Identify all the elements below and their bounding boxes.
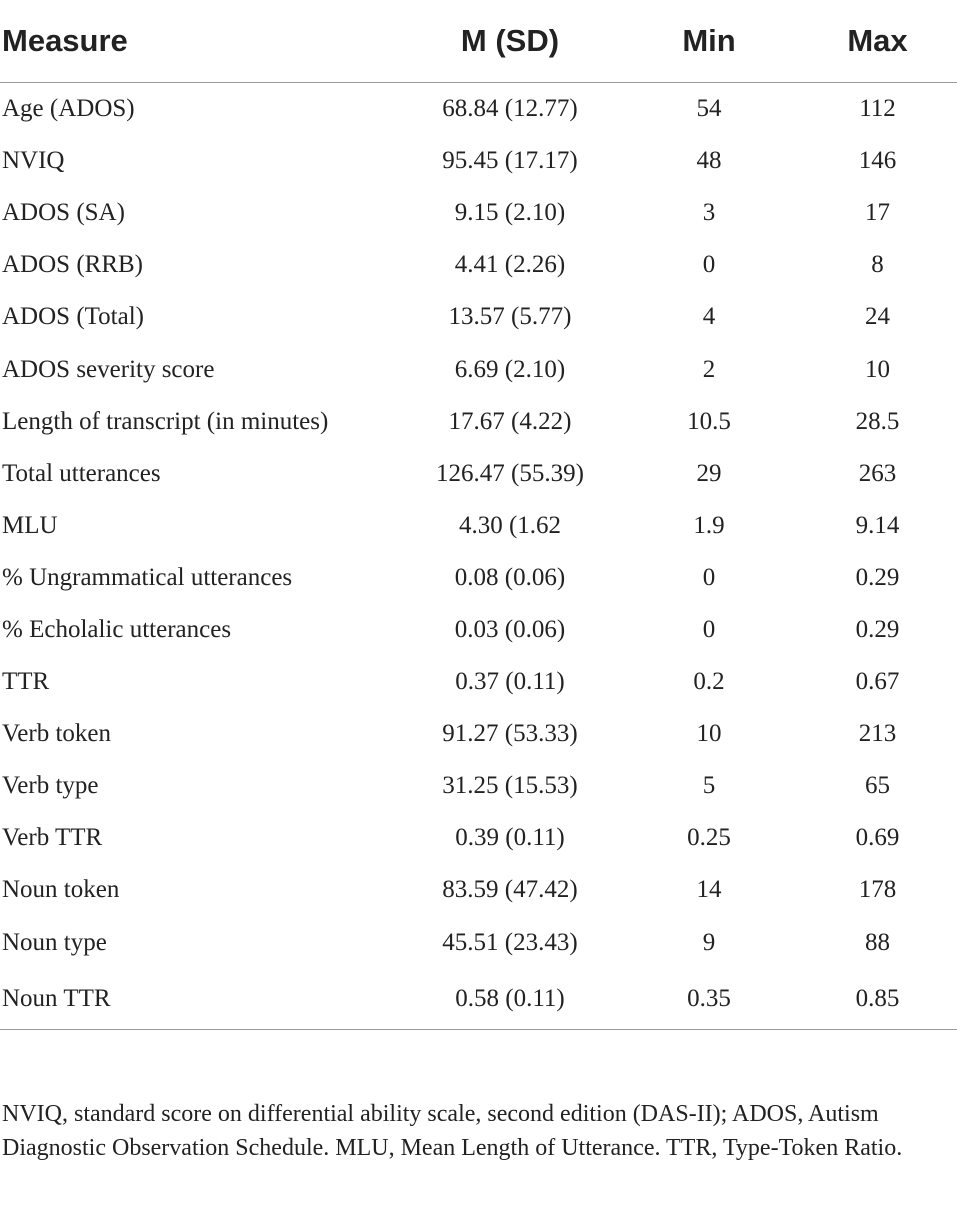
cell-measure: ADOS (SA) (2, 199, 125, 227)
cell-max: 112 (859, 95, 896, 123)
cell-max: 9.14 (855, 511, 900, 539)
cell-measure: Noun TTR (0, 969, 400, 1030)
header-row (0, 0, 957, 83)
cell-min: 0.2 (693, 668, 725, 696)
cell-measure: TTR (2, 668, 50, 696)
cell-max: 263 (858, 459, 897, 487)
table-row (0, 917, 957, 969)
cell-mean-sd: 68.84 (12.77) (442, 95, 578, 123)
cell-max: 8 (871, 251, 884, 279)
table-row (0, 239, 957, 291)
cell-measure: NVIQ (2, 147, 65, 175)
table-row (0, 760, 957, 812)
table-row (0, 500, 957, 552)
header-measure: Measure (0, 0, 400, 83)
cell-mean-sd: 0.03 (0.06) (454, 615, 566, 643)
cell-max: 24 (865, 303, 890, 331)
cell-max: 0.69 (855, 824, 900, 852)
table-row (0, 187, 957, 239)
cell-mean-sd: 83.59 (47.42) (442, 876, 578, 904)
cell-max: 10 (865, 355, 890, 383)
cell-mean-sd: 0.58 (0.11) (400, 969, 620, 1030)
table-row (0, 812, 957, 864)
cell-measure: Verb TTR (2, 824, 103, 852)
table-row (0, 448, 957, 500)
table-row (0, 552, 957, 604)
cell-measure: Verb type (2, 772, 99, 800)
table-row (0, 396, 957, 448)
cell-min: 0.35 (620, 969, 798, 1030)
cell-min: 0 (702, 251, 716, 279)
header-max: Max (798, 0, 957, 83)
cell-mean-sd: 0.39 (0.11) (455, 824, 565, 852)
table-body (0, 83, 957, 1030)
cell-min: 3 (702, 199, 716, 227)
cell-measure: ADOS (Total) (2, 303, 144, 331)
cell-min: 10 (696, 720, 722, 748)
cell-mean-sd: 13.57 (5.77) (448, 303, 572, 331)
cell-mean-sd: 6.69 (2.10) (454, 355, 566, 383)
table-row (0, 656, 957, 708)
table-row (0, 604, 957, 656)
cell-min: 5 (702, 772, 716, 800)
cell-measure: % Ungrammatical utterances (2, 563, 293, 591)
table-header (0, 0, 957, 83)
cell-min: 0 (702, 615, 716, 643)
cell-min: 29 (696, 459, 722, 487)
cell-mean-sd: 17.67 (4.22) (448, 407, 572, 435)
cell-max: 213 (858, 720, 897, 748)
cell-max: 146 (858, 147, 897, 175)
cell-measure: Total utterances (2, 459, 161, 487)
cell-max: 88 (865, 928, 890, 956)
cell-measure: Verb token (2, 720, 111, 748)
cell-min: 9 (702, 928, 716, 956)
table-row (0, 708, 957, 760)
cell-max: 0.29 (855, 615, 900, 643)
cell-measure: ADOS (RRB) (2, 251, 143, 279)
table-row (0, 135, 957, 187)
header-min: Min (620, 0, 798, 83)
cell-mean-sd: 95.45 (17.17) (442, 147, 578, 175)
cell-mean-sd: 0.37 (0.11) (455, 668, 565, 696)
cell-measure: % Echolalic utterances (2, 615, 232, 643)
cell-measure: Noun token (2, 876, 120, 904)
cell-mean-sd: 45.51 (23.43) (442, 928, 578, 956)
cell-max: 65 (865, 772, 890, 800)
cell-min: 54 (696, 95, 722, 123)
table-row (0, 864, 957, 916)
cell-min: 10.5 (687, 407, 731, 435)
cell-measure: MLU (2, 511, 58, 539)
cell-min: 0.25 (687, 824, 731, 852)
cell-min: 14 (696, 876, 722, 904)
cell-mean-sd: 4.30 (1.62 (458, 511, 562, 539)
cell-min: 4 (702, 303, 716, 331)
cell-max: 178 (858, 876, 897, 904)
cell-mean-sd: 4.41 (2.26) (454, 251, 566, 279)
header-mean-sd: M (SD) (400, 0, 620, 83)
cell-min: 0 (702, 563, 716, 591)
cell-max: 0.85 (798, 969, 957, 1030)
table-row (0, 969, 957, 1030)
cell-min: 48 (696, 147, 722, 175)
cell-measure: Age (ADOS) (2, 95, 135, 123)
cell-mean-sd: 31.25 (15.53) (442, 772, 578, 800)
cell-min: 1.9 (693, 511, 725, 539)
cell-max: 0.67 (855, 668, 900, 696)
cell-min: 2 (702, 355, 716, 383)
cell-mean-sd: 91.27 (53.33) (442, 720, 578, 748)
cell-measure: ADOS severity score (2, 355, 215, 383)
cell-measure: Noun type (2, 928, 107, 956)
cell-mean-sd: 126.47 (55.39) (436, 459, 584, 487)
table-row (0, 343, 957, 395)
cell-mean-sd: 0.08 (0.06) (454, 563, 566, 591)
table-footnote: NVIQ, standard score on differential ability scale, second edition (DAS-II); ADOS, Autism Diagnostic Observation Schedule. MLU, Mean Length of Utterance. TTR, Type-Token Ratio. (2, 1101, 903, 1161)
table-row (0, 83, 957, 136)
cell-max: 28.5 (855, 407, 900, 435)
cell-mean-sd: 9.15 (2.10) (454, 199, 566, 227)
cell-measure: Length of transcript (in minutes) (2, 407, 329, 435)
cell-max: 17 (865, 199, 890, 227)
cell-max: 0.29 (855, 563, 900, 591)
table-row (0, 291, 957, 343)
